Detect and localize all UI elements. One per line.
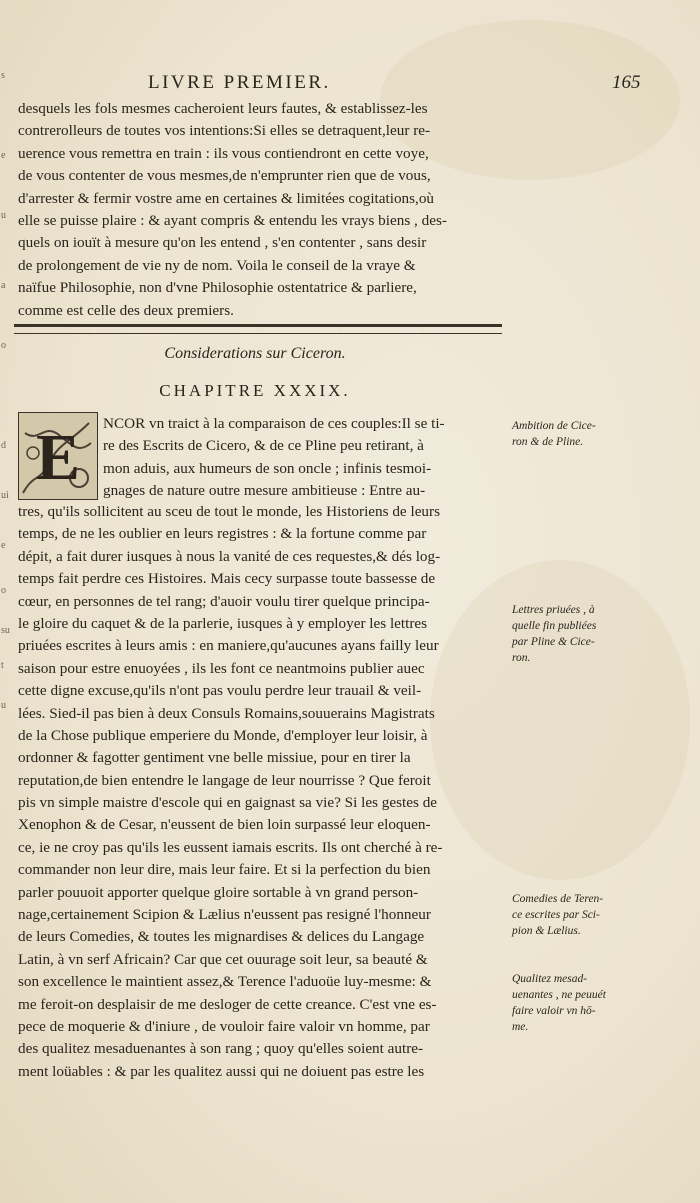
margin-note — [512, 418, 692, 450]
text-line: son excellence le maintient assez,& Terence l'aduoüe luy-mesme: & — [18, 973, 432, 991]
margin-note-line: ron. — [512, 652, 531, 664]
text-line: de vous contenter de vous mesmes,de n'emprunter rien que de vous, — [18, 167, 431, 185]
margin-note-line: me. — [512, 1021, 529, 1033]
text-line: de la Chose publique emperiere du Monde, d'employer leur loisir, à — [18, 726, 428, 744]
text-line: d'arrester & fermir vostre ame en certaines & limitées cogitations,où — [18, 189, 435, 207]
text-line: tres, qu'ils sollicitent au sceu de tout le monde, les Historiens de leurs — [18, 503, 440, 520]
text-line: Xenophon & de Cesar, n'eussent de bien loin surpassé leur eloquen- — [18, 816, 431, 834]
margin-note — [512, 891, 692, 939]
text-line: pis vn simple maistre d'escole qui en gaignast sa vie? Si les gestes de — [18, 794, 438, 812]
edge-mark: s — [1, 70, 5, 81]
text-line: le gloire du caquet & de la parlerie, iusques à y employer les lettres — [18, 614, 428, 632]
edge-mark: d — [1, 440, 6, 451]
previous-chapter-ending — [18, 98, 508, 322]
margin-note — [512, 971, 692, 1035]
text-line: ment loüables : & par les qualitez aussi qui ne doiuent pas estre les — [18, 1062, 425, 1080]
text-line: comme est celle des deux premiers. — [18, 301, 234, 319]
text-line: quels on iouït à mesure qu'on les entend , s'en contenter , sans desir — [18, 234, 427, 252]
margin-note-line: ce escrites par Sci- — [512, 909, 600, 921]
text-line: elle se puisse plaire : & ayant compris & entendu les vrays biens , des- — [18, 211, 447, 229]
text-line: re des Escrits de Cicero, & de ce Pline peu retirant, à — [103, 437, 424, 455]
text-line: gnages de nature outre mesure ambitieuse : Entre au- — [103, 482, 426, 500]
text-line: priuées escrites à leurs amis : en maniere,qu'aucunes ayans failly leur — [18, 637, 439, 655]
text-line: saison pour estre enuoyées , ils les font ce neantmoins publier auec — [18, 659, 425, 677]
margin-note-line: ron & de Pline. — [512, 436, 584, 448]
text-line: de leurs Comedies, & toutes les mignardises & delices du Langage — [18, 928, 425, 946]
edge-mark: u — [1, 210, 6, 221]
text-line: pece de moquerie & d'iniure , de vouloir faire valoir vn homme, par — [18, 1017, 430, 1035]
margin-note-line: uenantes , ne peuuét — [512, 989, 606, 1001]
text-line: des qualitez mesaduenantes à son rang ; quoy qu'elles soient autre- — [18, 1040, 424, 1058]
edge-mark: o — [1, 340, 6, 351]
text-line: dépit, a fait durer iusques à nous la vanité de ces requestes,& dés log- — [18, 547, 441, 565]
chapter-body — [18, 501, 508, 1083]
margin-note — [512, 602, 692, 666]
running-head — [0, 72, 700, 98]
margin-note-line: Qualitez mesad- — [512, 973, 588, 985]
edge-mark: u — [1, 700, 6, 711]
page-number: 165 — [612, 72, 641, 93]
text-line: uerence vous remettra en train : ils vous contiendront en cette voye, — [18, 144, 429, 162]
text-line: contrerolleurs de toutes vos intentions:Si elles se detraquent,leur re- — [18, 122, 431, 140]
text-line: lées. Sied-il pas bien à deux Consuls Romains,souuerains Magistrats — [18, 704, 435, 722]
edge-mark: o — [1, 585, 6, 596]
chapter-title: CHAPITRE XXXIX. — [159, 381, 351, 400]
margin-note-line: pion & Lælius. — [512, 925, 581, 937]
running-head-title: LIVRE PREMIER. — [148, 72, 331, 93]
margin-note-line: Comedies de Teren- — [512, 893, 604, 905]
edge-mark: e — [1, 540, 6, 551]
text-line: cœur, en personnes de tel rang; d'auoir voulu tirer quelque principa- — [18, 592, 430, 610]
edge-mark: ui — [1, 490, 9, 501]
text-line: nage,certainement Scipion & Lælius n'eussent pas resigné l'honneur — [18, 906, 431, 924]
text-line: naïfue Philosophie, non d'vne Philosophie ostentatrice & parliere, — [18, 279, 417, 297]
text-line: cette digne excuse,qu'ils n'ont pas voulu perdre leur trauail & veil- — [18, 682, 422, 700]
text-line: mon aduis, aux humeurs de son oncle ; infinis tesmoi- — [103, 459, 432, 477]
edge-mark: su — [1, 625, 10, 636]
svg-text:E: E — [35, 421, 81, 494]
text-line: parler pouuoit apporter quelque gloire sortable à vn grand person- — [18, 883, 419, 901]
text-line: de prolongement de vie ny de nom. Voila le conseil de la vraye & — [18, 256, 416, 274]
margin-note-line: quelle fin publiées — [512, 620, 597, 632]
margin-note-line: faire valoir vn hō- — [512, 1005, 596, 1017]
chapter-opening-lines — [103, 413, 503, 503]
text-line: desquels les fols mesmes cacheroient leurs fautes, & establissez-les — [18, 100, 428, 117]
edge-mark: e — [1, 150, 6, 161]
text-line: me feroit-on desplaisir de me desloger de cette creance. C'est vne es- — [18, 995, 437, 1013]
text-line: reputation,de bien entendre le langage de leur nourrisse ? Que feroit — [18, 771, 431, 789]
text-line: ce, ie ne croy pas qu'ils les eussent iamais escrits. Ils ont cherché à re- — [18, 838, 443, 856]
text-line: NCOR vn traict à la comparaison de ces couples:Il se ti- — [103, 415, 445, 432]
edge-mark: t — [1, 660, 4, 671]
section-title: Considerations sur Ciceron. — [164, 345, 346, 362]
text-line: ordonner & fagotter gentiment vne belle missiue, pour en tirer la — [18, 749, 411, 767]
margin-note-line: par Pline & Cice- — [512, 636, 595, 648]
section-divider-rule — [14, 324, 502, 334]
decorated-initial-graphic — [19, 413, 97, 499]
margin-note-line: Ambition de Cice- — [512, 420, 596, 432]
margin-note-line: Lettres priuées , à — [512, 604, 595, 616]
edge-mark: a — [1, 280, 6, 291]
decorated-initial-e-icon — [18, 412, 98, 500]
text-line: temps fait perdre ces Histoires. Mais cecy surpasse toute bassesse de — [18, 570, 436, 588]
text-line: temps, de ne les oublier en leurs registres : & la fortune comme par — [18, 525, 427, 543]
text-line: Latin, à vn serf Africain? Car que cet ouurage soit leur, sa beauté & — [18, 950, 428, 968]
text-line: commander non leur dire, mais leur faire. Et si la perfection du bien — [18, 861, 431, 879]
